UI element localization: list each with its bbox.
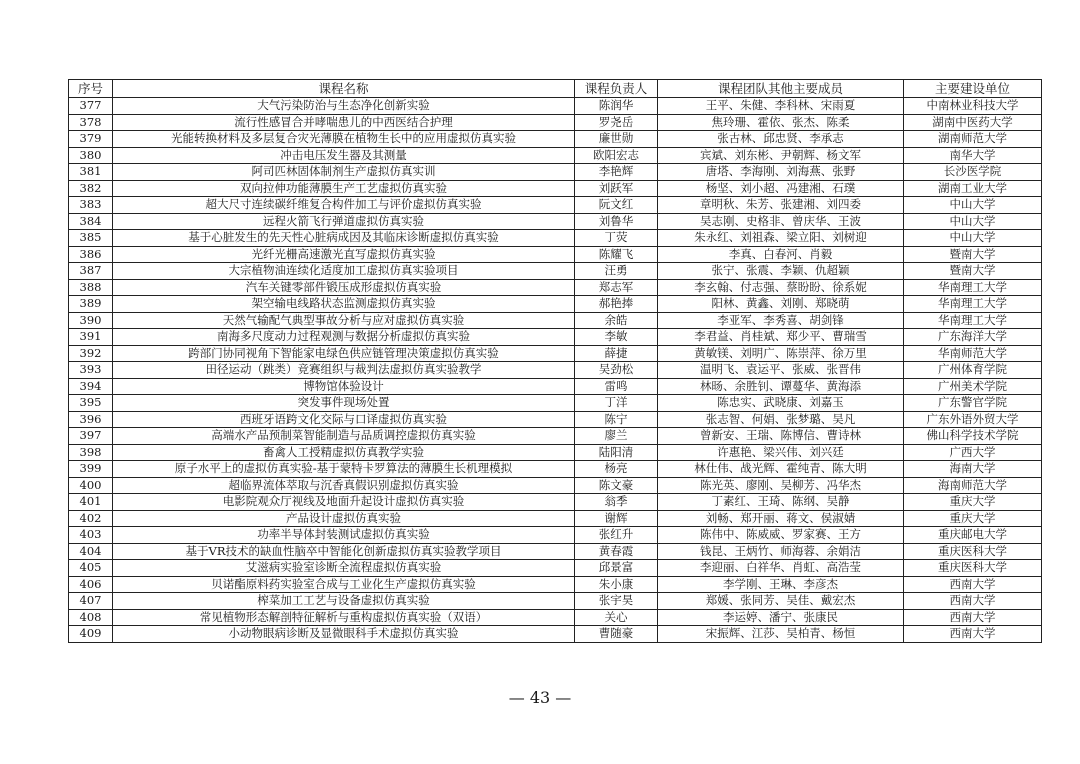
institution-cell: 长沙医学院 xyxy=(904,164,1042,181)
team-members-cell: 朱永红、刘祖森、梁立阳、刘树迎 xyxy=(658,230,904,247)
institution-cell: 重庆大学 xyxy=(904,510,1042,527)
header-serial-no: 序号 xyxy=(69,80,113,98)
table-row xyxy=(69,164,1042,181)
course-name-cell: 大宗植物油连续化适度加工虚拟仿真实验项目 xyxy=(113,263,575,280)
institution-cell: 西南大学 xyxy=(904,576,1042,593)
course-name-cell: 光纤光栅高速激光直写虚拟仿真实验 xyxy=(113,246,575,263)
table-header xyxy=(69,80,1042,98)
serial-no-cell: 409 xyxy=(69,626,113,643)
header-course-lead: 课程负责人 xyxy=(575,80,658,98)
serial-no-cell: 396 xyxy=(69,411,113,428)
course-name-cell: 电影院观众厅视线及地面升起设计虚拟仿真实验 xyxy=(113,494,575,511)
header-course-name: 课程名称 xyxy=(113,80,575,98)
course-name-cell: 架空输电线路状态监测虚拟仿真实验 xyxy=(113,296,575,313)
institution-cell: 华南师范大学 xyxy=(904,345,1042,362)
team-members-cell: 陈忠实、武晓康、刘嘉玉 xyxy=(658,395,904,412)
institution-cell: 暨南大学 xyxy=(904,246,1042,263)
table-row xyxy=(69,593,1042,610)
course-name-cell: 西班牙语跨文化交际与口译虚拟仿真实验 xyxy=(113,411,575,428)
course-name-cell: 天然气输配气典型事故分析与应对虚拟仿真实验 xyxy=(113,312,575,329)
table-row xyxy=(69,527,1042,544)
institution-cell: 广州美术学院 xyxy=(904,378,1042,395)
course-lead-cell: 陈耀飞 xyxy=(575,246,658,263)
team-members-cell: 陈光英、廖刚、吴柳芳、冯华杰 xyxy=(658,477,904,494)
course-lead-cell: 陈文豪 xyxy=(575,477,658,494)
course-lead-cell: 丁荧 xyxy=(575,230,658,247)
serial-no-cell: 388 xyxy=(69,279,113,296)
course-lead-cell: 朱小康 xyxy=(575,576,658,593)
team-members-cell: 曾新安、王瑞、陈博信、曹诗林 xyxy=(658,428,904,445)
team-members-cell: 宾斌、刘东彬、尹朝辉、杨文军 xyxy=(658,147,904,164)
course-lead-cell: 郑志军 xyxy=(575,279,658,296)
table-row xyxy=(69,98,1042,115)
course-lead-cell: 刘跃军 xyxy=(575,180,658,197)
table-row xyxy=(69,626,1042,643)
course-name-cell: 高端水产品预制菜智能制造与品质调控虚拟仿真实验 xyxy=(113,428,575,445)
course-lead-cell: 翁季 xyxy=(575,494,658,511)
institution-cell: 重庆医科大学 xyxy=(904,560,1042,577)
serial-no-cell: 378 xyxy=(69,114,113,131)
serial-no-cell: 382 xyxy=(69,180,113,197)
team-members-cell: 陈伟中、陈威威、罗家赛、王方 xyxy=(658,527,904,544)
team-members-cell: 吴志刚、史格非、曾庆华、王波 xyxy=(658,213,904,230)
course-name-cell: 产品设计虚拟仿真实验 xyxy=(113,510,575,527)
table-row xyxy=(69,477,1042,494)
course-lead-cell: 关心 xyxy=(575,609,658,626)
course-name-cell: 原子水平上的虚拟仿真实验-基于蒙特卡罗算法的薄膜生长机理模拟 xyxy=(113,461,575,478)
serial-no-cell: 386 xyxy=(69,246,113,263)
serial-no-cell: 387 xyxy=(69,263,113,280)
team-members-cell: 刘畅、郑开丽、蒋文、侯淑婧 xyxy=(658,510,904,527)
course-name-cell: 超大尺寸连续碳纤维复合构件加工与评价虚拟仿真实验 xyxy=(113,197,575,214)
course-lead-cell: 罗尧岳 xyxy=(575,114,658,131)
institution-cell: 中山大学 xyxy=(904,230,1042,247)
team-members-cell: 张宁、张震、李颖、仇超颖 xyxy=(658,263,904,280)
course-name-cell: 博物馆体验设计 xyxy=(113,378,575,395)
team-members-cell: 张志智、何娟、张梦璐、吴凡 xyxy=(658,411,904,428)
table-row xyxy=(69,494,1042,511)
team-members-cell: 许惠艳、梁兴伟、刘兴廷 xyxy=(658,444,904,461)
team-members-cell: 郑媛、张同芳、吴佳、戴宏杰 xyxy=(658,593,904,610)
team-members-cell: 唐塔、李海刚、刘海燕、张野 xyxy=(658,164,904,181)
table-row xyxy=(69,131,1042,148)
serial-no-cell: 405 xyxy=(69,560,113,577)
course-name-cell: 基于心脏发生的先天性心脏病成因及其临床诊断虚拟仿真实验 xyxy=(113,230,575,247)
serial-no-cell: 393 xyxy=(69,362,113,379)
institution-cell: 西南大学 xyxy=(904,626,1042,643)
team-members-cell: 温明飞、袁运平、张威、张晋伟 xyxy=(658,362,904,379)
course-lead-cell: 刘鲁华 xyxy=(575,213,658,230)
course-name-cell: 常见植物形态解剖特征解析与重构虚拟仿真实验（双语） xyxy=(113,609,575,626)
course-lead-cell: 阮文红 xyxy=(575,197,658,214)
table-row xyxy=(69,312,1042,329)
table-row xyxy=(69,279,1042,296)
course-name-cell: 汽车关键零部件锻压成形虚拟仿真实验 xyxy=(113,279,575,296)
course-lead-cell: 陈宁 xyxy=(575,411,658,428)
table-row xyxy=(69,444,1042,461)
serial-no-cell: 400 xyxy=(69,477,113,494)
course-name-cell: 贝诺酯原料药实验室合成与工业化生产虚拟仿真实验 xyxy=(113,576,575,593)
course-lead-cell: 杨亮 xyxy=(575,461,658,478)
institution-cell: 南华大学 xyxy=(904,147,1042,164)
team-members-cell: 杨坚、刘小超、冯建湘、石璞 xyxy=(658,180,904,197)
institution-cell: 广东外语外贸大学 xyxy=(904,411,1042,428)
serial-no-cell: 389 xyxy=(69,296,113,313)
team-members-cell: 丁素红、王琦、陈纲、吴静 xyxy=(658,494,904,511)
course-lead-cell: 郝艳捧 xyxy=(575,296,658,313)
serial-no-cell: 379 xyxy=(69,131,113,148)
team-members-cell: 张古林、邱忠贤、李承志 xyxy=(658,131,904,148)
course-name-cell: 流行性感冒合并哮喘患儿的中西医结合护理 xyxy=(113,114,575,131)
serial-no-cell: 402 xyxy=(69,510,113,527)
page-number: — 43 — xyxy=(508,688,572,707)
course-name-cell: 突发事件现场处置 xyxy=(113,395,575,412)
team-members-cell: 林仕伟、战光辉、霍纯青、陈大明 xyxy=(658,461,904,478)
serial-no-cell: 403 xyxy=(69,527,113,544)
course-lead-cell: 薛捷 xyxy=(575,345,658,362)
serial-no-cell: 381 xyxy=(69,164,113,181)
course-name-cell: 畜禽人工授精虚拟仿真教学实验 xyxy=(113,444,575,461)
course-name-cell: 功率半导体封装测试虚拟仿真实验 xyxy=(113,527,575,544)
serial-no-cell: 383 xyxy=(69,197,113,214)
table-row xyxy=(69,428,1042,445)
institution-cell: 广东海洋大学 xyxy=(904,329,1042,346)
course-name-cell: 光能转换材料及多层复合灾光薄膜在植物生长中的应用虚拟仿真实验 xyxy=(113,131,575,148)
team-members-cell: 焦玲珊、霍依、张杰、陈柔 xyxy=(658,114,904,131)
course-name-cell: 双向拉伸功能薄膜生产工艺虚拟仿真实验 xyxy=(113,180,575,197)
table-row xyxy=(69,362,1042,379)
course-lead-cell: 余皓 xyxy=(575,312,658,329)
serial-no-cell: 385 xyxy=(69,230,113,247)
course-name-cell: 远程火箭飞行弹道虚拟仿真实验 xyxy=(113,213,575,230)
table-row xyxy=(69,246,1042,263)
table-row xyxy=(69,114,1042,131)
institution-cell: 重庆医科大学 xyxy=(904,543,1042,560)
table-row xyxy=(69,461,1042,478)
institution-cell: 海南大学 xyxy=(904,461,1042,478)
serial-no-cell: 404 xyxy=(69,543,113,560)
institution-cell: 中山大学 xyxy=(904,213,1042,230)
institution-cell: 中山大学 xyxy=(904,197,1042,214)
serial-no-cell: 397 xyxy=(69,428,113,445)
course-lead-cell: 谢辉 xyxy=(575,510,658,527)
table-row xyxy=(69,329,1042,346)
institution-cell: 华南理工大学 xyxy=(904,279,1042,296)
course-lead-cell: 邱景富 xyxy=(575,560,658,577)
team-members-cell: 章明秋、朱芳、张建湘、刘四委 xyxy=(658,197,904,214)
institution-cell: 中南林业科技大学 xyxy=(904,98,1042,115)
course-lead-cell: 曹随豪 xyxy=(575,626,658,643)
table-row xyxy=(69,411,1042,428)
institution-cell: 湖南中医药大学 xyxy=(904,114,1042,131)
table-row xyxy=(69,180,1042,197)
team-members-cell: 黄敏镁、刘明广、陈崇萍、徐万里 xyxy=(658,345,904,362)
team-members-cell: 李玄翰、付志强、蔡盼盼、徐系妮 xyxy=(658,279,904,296)
course-lead-cell: 廖兰 xyxy=(575,428,658,445)
institution-cell: 华南理工大学 xyxy=(904,312,1042,329)
course-name-cell: 阿司匹林固体制剂生产虚拟仿真实训 xyxy=(113,164,575,181)
course-name-cell: 超临界流体萃取与沉香真假识别虚拟仿真实验 xyxy=(113,477,575,494)
table-row xyxy=(69,510,1042,527)
table-row xyxy=(69,378,1042,395)
course-lead-cell: 廉世勋 xyxy=(575,131,658,148)
serial-no-cell: 392 xyxy=(69,345,113,362)
course-name-cell: 榨菜加工工艺与设备虚拟仿真实验 xyxy=(113,593,575,610)
institution-cell: 湖南师范大学 xyxy=(904,131,1042,148)
course-lead-cell: 吴劲松 xyxy=(575,362,658,379)
team-members-cell: 李学刚、王琳、李彦杰 xyxy=(658,576,904,593)
course-lead-cell: 欧阳宏志 xyxy=(575,147,658,164)
team-members-cell: 李君益、肖桂斌、郑少平、曹瑞雪 xyxy=(658,329,904,346)
course-lead-cell: 李艳辉 xyxy=(575,164,658,181)
table-row xyxy=(69,213,1042,230)
team-members-cell: 阳林、黄鑫、刘刚、郑晓萌 xyxy=(658,296,904,313)
team-members-cell: 钱昆、王炳竹、师海蓉、余娟洁 xyxy=(658,543,904,560)
team-members-cell: 王平、朱健、李科林、宋雨夏 xyxy=(658,98,904,115)
course-name-cell: 基于VR技术的缺血性脑卒中智能化创新虚拟仿真实验教学项目 xyxy=(113,543,575,560)
institution-cell: 西南大学 xyxy=(904,609,1042,626)
table-body xyxy=(69,98,1042,643)
table-row xyxy=(69,263,1042,280)
header-team-members: 课程团队其他主要成员 xyxy=(658,80,904,98)
table-row xyxy=(69,296,1042,313)
serial-no-cell: 406 xyxy=(69,576,113,593)
table-row xyxy=(69,609,1042,626)
institution-cell: 佛山科学技术学院 xyxy=(904,428,1042,445)
institution-cell: 暨南大学 xyxy=(904,263,1042,280)
course-table xyxy=(68,79,1042,643)
institution-cell: 重庆大学 xyxy=(904,494,1042,511)
course-name-cell: 田径运动（跳类）竞赛组织与裁判法虚拟仿真实验教学 xyxy=(113,362,575,379)
course-lead-cell: 张红升 xyxy=(575,527,658,544)
header-institution: 主要建设单位 xyxy=(904,80,1042,98)
course-name-cell: 艾滋病实验室诊断全流程虚拟仿真实验 xyxy=(113,560,575,577)
serial-no-cell: 394 xyxy=(69,378,113,395)
course-lead-cell: 黄春霞 xyxy=(575,543,658,560)
table-row xyxy=(69,395,1042,412)
serial-no-cell: 398 xyxy=(69,444,113,461)
serial-no-cell: 377 xyxy=(69,98,113,115)
serial-no-cell: 384 xyxy=(69,213,113,230)
table-row xyxy=(69,230,1042,247)
course-lead-cell: 陈润华 xyxy=(575,98,658,115)
serial-no-cell: 390 xyxy=(69,312,113,329)
team-members-cell: 李运婷、潘宁、张康民 xyxy=(658,609,904,626)
table-row xyxy=(69,560,1042,577)
course-lead-cell: 李敏 xyxy=(575,329,658,346)
course-lead-cell: 丁洋 xyxy=(575,395,658,412)
serial-no-cell: 395 xyxy=(69,395,113,412)
course-lead-cell: 汪勇 xyxy=(575,263,658,280)
course-name-cell: 冲击电压发生器及其测量 xyxy=(113,147,575,164)
serial-no-cell: 407 xyxy=(69,593,113,610)
team-members-cell: 林旸、余胜钊、谭蔓华、黄海添 xyxy=(658,378,904,395)
table-row xyxy=(69,543,1042,560)
course-lead-cell: 雷鸣 xyxy=(575,378,658,395)
institution-cell: 广西大学 xyxy=(904,444,1042,461)
table-row xyxy=(69,345,1042,362)
institution-cell: 广东警官学院 xyxy=(904,395,1042,412)
serial-no-cell: 399 xyxy=(69,461,113,478)
course-name-cell: 小动物眼病诊断及显微眼科手术虚拟仿真实验 xyxy=(113,626,575,643)
course-name-cell: 跨部门协同视角下智能家电绿色供应链管理决策虚拟仿真实验 xyxy=(113,345,575,362)
serial-no-cell: 380 xyxy=(69,147,113,164)
institution-cell: 华南理工大学 xyxy=(904,296,1042,313)
team-members-cell: 李迎丽、白祥华、肖虹、高浩莹 xyxy=(658,560,904,577)
institution-cell: 广州体育学院 xyxy=(904,362,1042,379)
serial-no-cell: 408 xyxy=(69,609,113,626)
institution-cell: 西南大学 xyxy=(904,593,1042,610)
table-row xyxy=(69,576,1042,593)
team-members-cell: 李亚军、李秀喜、胡剑锋 xyxy=(658,312,904,329)
header-row xyxy=(69,80,1042,98)
table-row xyxy=(69,147,1042,164)
institution-cell: 海南师范大学 xyxy=(904,477,1042,494)
serial-no-cell: 391 xyxy=(69,329,113,346)
serial-no-cell: 401 xyxy=(69,494,113,511)
team-members-cell: 李真、白春河、肖毅 xyxy=(658,246,904,263)
course-lead-cell: 陆阳清 xyxy=(575,444,658,461)
institution-cell: 湖南工业大学 xyxy=(904,180,1042,197)
team-members-cell: 宋振辉、江莎、吴柏青、杨恒 xyxy=(658,626,904,643)
course-lead-cell: 张宇昊 xyxy=(575,593,658,610)
course-name-cell: 南海多尺度动力过程观测与数据分析虚拟仿真实验 xyxy=(113,329,575,346)
institution-cell: 重庆邮电大学 xyxy=(904,527,1042,544)
course-name-cell: 大气污染防治与生态净化创新实验 xyxy=(113,98,575,115)
table-row xyxy=(69,197,1042,214)
